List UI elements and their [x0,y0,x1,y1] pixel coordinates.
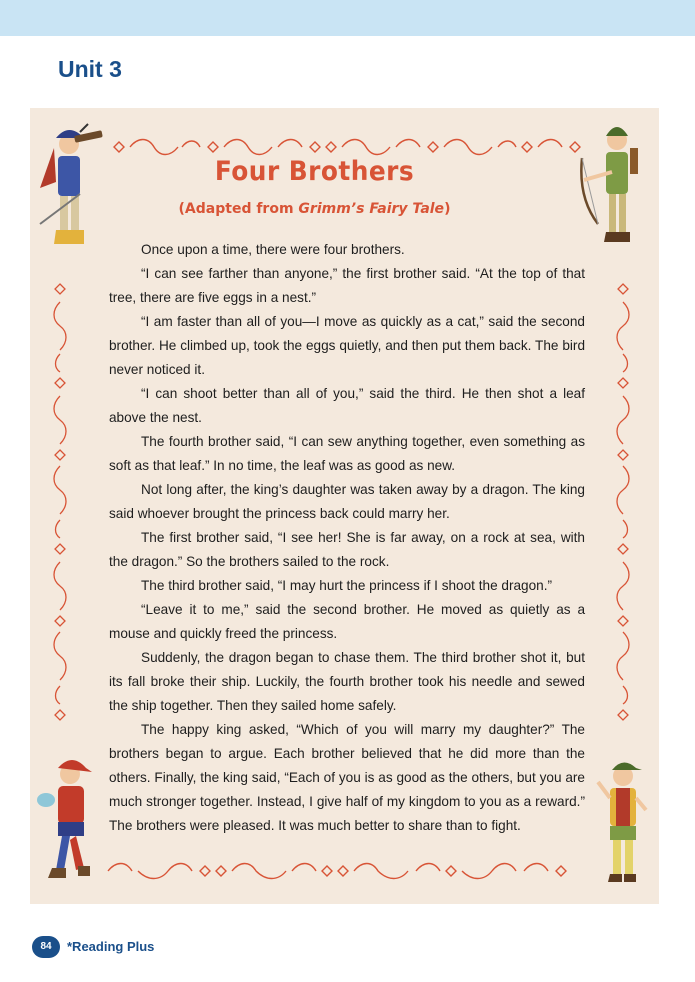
page-number-badge: 84 [32,936,60,958]
ornamental-border-right [611,268,641,758]
tailor-brother-figure [590,758,656,898]
footer-label: *Reading Plus [67,939,155,954]
archer-brother-figure [578,118,656,258]
story-paragraph: The fourth brother said, “I can sew anything together, even something as soft as that leaf.” In no time, the leaf was as good as new. [109,434,585,473]
story-paragraph: “Leave it to me,” said the second brother. He moved as quietly as a mouse and quickly freed the princess. [109,602,585,641]
top-band [0,0,695,36]
story-paragraph: Not long after, the king’s daughter was taken away by a dragon. The king said whoever brought the princess back could marry her. [109,482,585,521]
story-paragraph: Suddenly, the dragon began to chase them. The third brother shot it, but its fall broke their ship. Luckily, the fourth brother took his needle and sewed the ship together. Then they sailed home safely. [109,650,585,713]
ornamental-border-left [48,268,78,758]
subtitle-source: Grimm’s Fairy Tale [298,201,445,217]
telescope-brother-figure [36,118,106,258]
story-paragraph: The first brother said, “I see her! She is far away, on a rock at sea, with the dragon.” So the brothers sailed to the rock. [109,530,585,569]
story-paragraph: The happy king asked, “Which of you will marry my daughter?” The brothers began to argue. Each brother believed that he did more than the others. Finally, the king said, “Each of you is as good as the others, but you are much stronger together. Instead, I give half of my kingdom to you as a reward.” The brothers were pleased. It was much better to share than to fight. [109,722,585,833]
subtitle-suffix: ) [444,201,451,217]
ornamental-border-bottom [30,856,659,886]
story-paragraph: “I am faster than all of you—I move as quickly as a cat,” said the second brother. He climbed up, took the eggs quietly, and then put them back. The bird never noticed it. [109,314,585,377]
story-title: Four Brothers [214,156,415,187]
story-paragraph: Once upon a time, there were four brothers. [141,242,405,257]
subtitle-prefix: (Adapted from [178,201,299,217]
running-brother-figure [34,754,104,894]
story-paragraph: The third brother said, “I may hurt the princess if I shoot the dragon.” [141,578,553,593]
story-paragraph: “I can see farther than anyone,” the first brother said. “At the top of that tree, there are five eggs in a nest.” [109,266,585,305]
unit-title: Unit 3 [58,56,122,82]
story-subtitle [0,201,629,217]
story-body [109,238,585,838]
story-paragraph: “I can shoot better than all of you,” said the third. He then shot a leaf above the nest. [109,386,585,425]
